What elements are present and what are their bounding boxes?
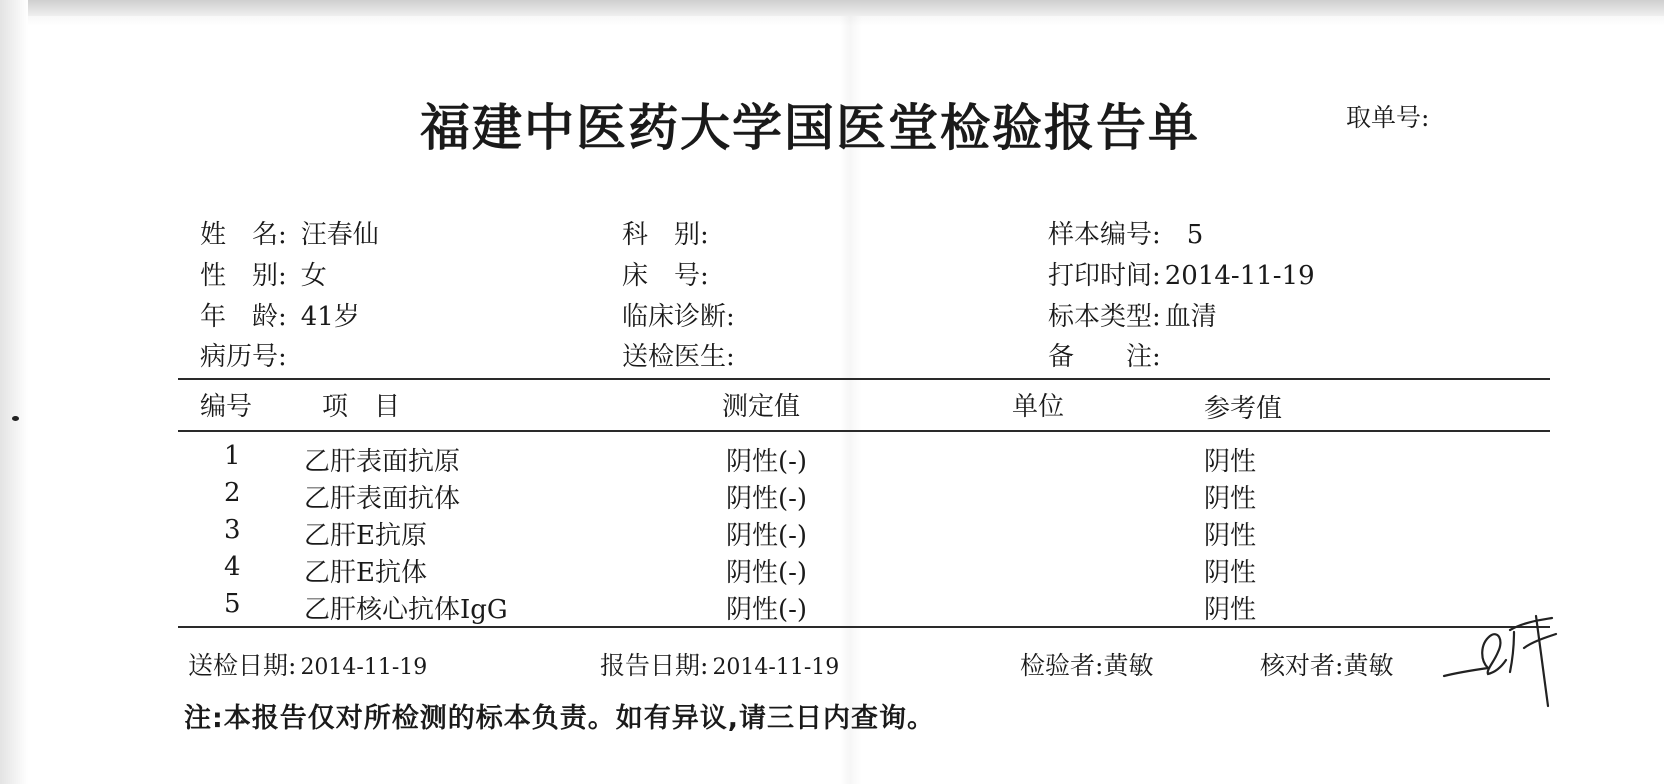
header-reference: 参考值 — [1204, 394, 1283, 424]
paper-left-edge — [0, 0, 28, 784]
row-item: 乙肝表面抗体 — [304, 484, 461, 514]
print-time-label: 打印时间: — [1048, 261, 1161, 291]
row-value: 阴性(-) — [726, 447, 808, 477]
submit-date-label: 送检日期: — [188, 651, 297, 680]
paper-top-edge — [0, 0, 1664, 16]
paper-speck — [12, 416, 19, 421]
doctor-label: 送检医生: — [622, 342, 735, 372]
header-unit: 单位 — [1012, 392, 1065, 422]
checker-value: 黄敏 — [1343, 651, 1394, 680]
patient-name-label: 姓 名: — [200, 220, 287, 250]
row-value: 阴性(-) — [726, 595, 808, 625]
sample-number-label: 样本编号: — [1048, 220, 1161, 250]
row-no: 1 — [224, 441, 241, 471]
row-item: 乙肝E抗体 — [304, 558, 427, 588]
sample-number-value: 5 — [1186, 220, 1204, 250]
row-no: 3 — [224, 515, 241, 545]
row-item: 乙肝表面抗原 — [304, 447, 461, 477]
checker-field — [1260, 646, 1393, 682]
handwritten-signature — [1440, 608, 1590, 718]
checker-label: 核对者: — [1260, 651, 1344, 680]
patient-age-label: 年 龄: — [200, 302, 287, 332]
sample-number-field — [1048, 214, 1203, 251]
row-reference: 阴性 — [1204, 447, 1257, 477]
department-field — [622, 214, 723, 251]
sample-type-value: 血清 — [1164, 302, 1217, 332]
report-title: 福建中医药大学国医堂检验报告单 — [420, 99, 1200, 157]
submit-date-field — [188, 646, 427, 682]
submit-date-value: 2014-11-19 — [300, 655, 428, 680]
disclaimer-note: 注:本报告仅对所检测的标本负责。如有异议,请三日内查询。 — [184, 703, 936, 734]
patient-name-field — [200, 214, 379, 251]
department-label: 科 别: — [622, 220, 709, 250]
report-date-field — [600, 646, 839, 682]
header-item: 项 目 — [322, 392, 401, 422]
row-no: 5 — [224, 589, 241, 619]
row-value: 阴性(-) — [726, 484, 808, 514]
patient-sex-label: 性 别: — [200, 261, 287, 291]
inspector-value: 黄敏 — [1103, 651, 1154, 680]
patient-record-label: 病历号: — [200, 342, 287, 372]
row-reference: 阴性 — [1204, 484, 1257, 514]
header-no: 编号 — [200, 392, 253, 422]
inspector-label: 检验者: — [1020, 651, 1104, 680]
patient-record-field — [200, 336, 301, 373]
patient-age-value: 41岁 — [300, 302, 360, 332]
inspector-field — [1020, 646, 1153, 682]
row-reference: 阴性 — [1204, 595, 1257, 625]
sample-type-field — [1048, 296, 1217, 333]
row-reference: 阴性 — [1204, 521, 1257, 551]
row-reference: 阴性 — [1204, 558, 1257, 588]
row-value: 阴性(-) — [726, 521, 808, 551]
patient-sex-field — [200, 255, 327, 292]
take-number-label: 取单号: — [1346, 103, 1430, 132]
table-top-rule — [178, 378, 1550, 380]
report-date-value: 2014-11-19 — [712, 655, 840, 680]
row-no: 4 — [224, 552, 241, 582]
patient-name-value: 汪春仙 — [300, 220, 379, 250]
bed-field — [622, 255, 723, 292]
print-time-field — [1048, 255, 1315, 292]
row-value: 阴性(-) — [726, 558, 808, 588]
header-value: 测定值 — [722, 392, 801, 422]
remark-label: 备 注: — [1048, 342, 1161, 372]
row-no: 2 — [224, 478, 241, 508]
patient-sex-value: 女 — [300, 261, 327, 291]
doctor-field — [622, 336, 749, 373]
diagnosis-field — [622, 296, 749, 333]
print-time-value: 2014-11-19 — [1164, 261, 1315, 291]
patient-age-field — [200, 296, 360, 333]
diagnosis-label: 临床诊断: — [622, 302, 735, 332]
bed-label: 床 号: — [622, 261, 709, 291]
report-date-label: 报告日期: — [600, 651, 709, 680]
table-header-rule — [178, 430, 1550, 432]
sample-type-label: 标本类型: — [1048, 302, 1161, 332]
row-item: 乙肝核心抗体IgG — [304, 595, 508, 625]
remark-field — [1048, 336, 1175, 373]
row-item: 乙肝E抗原 — [304, 521, 427, 551]
table-bottom-rule — [178, 626, 1550, 628]
